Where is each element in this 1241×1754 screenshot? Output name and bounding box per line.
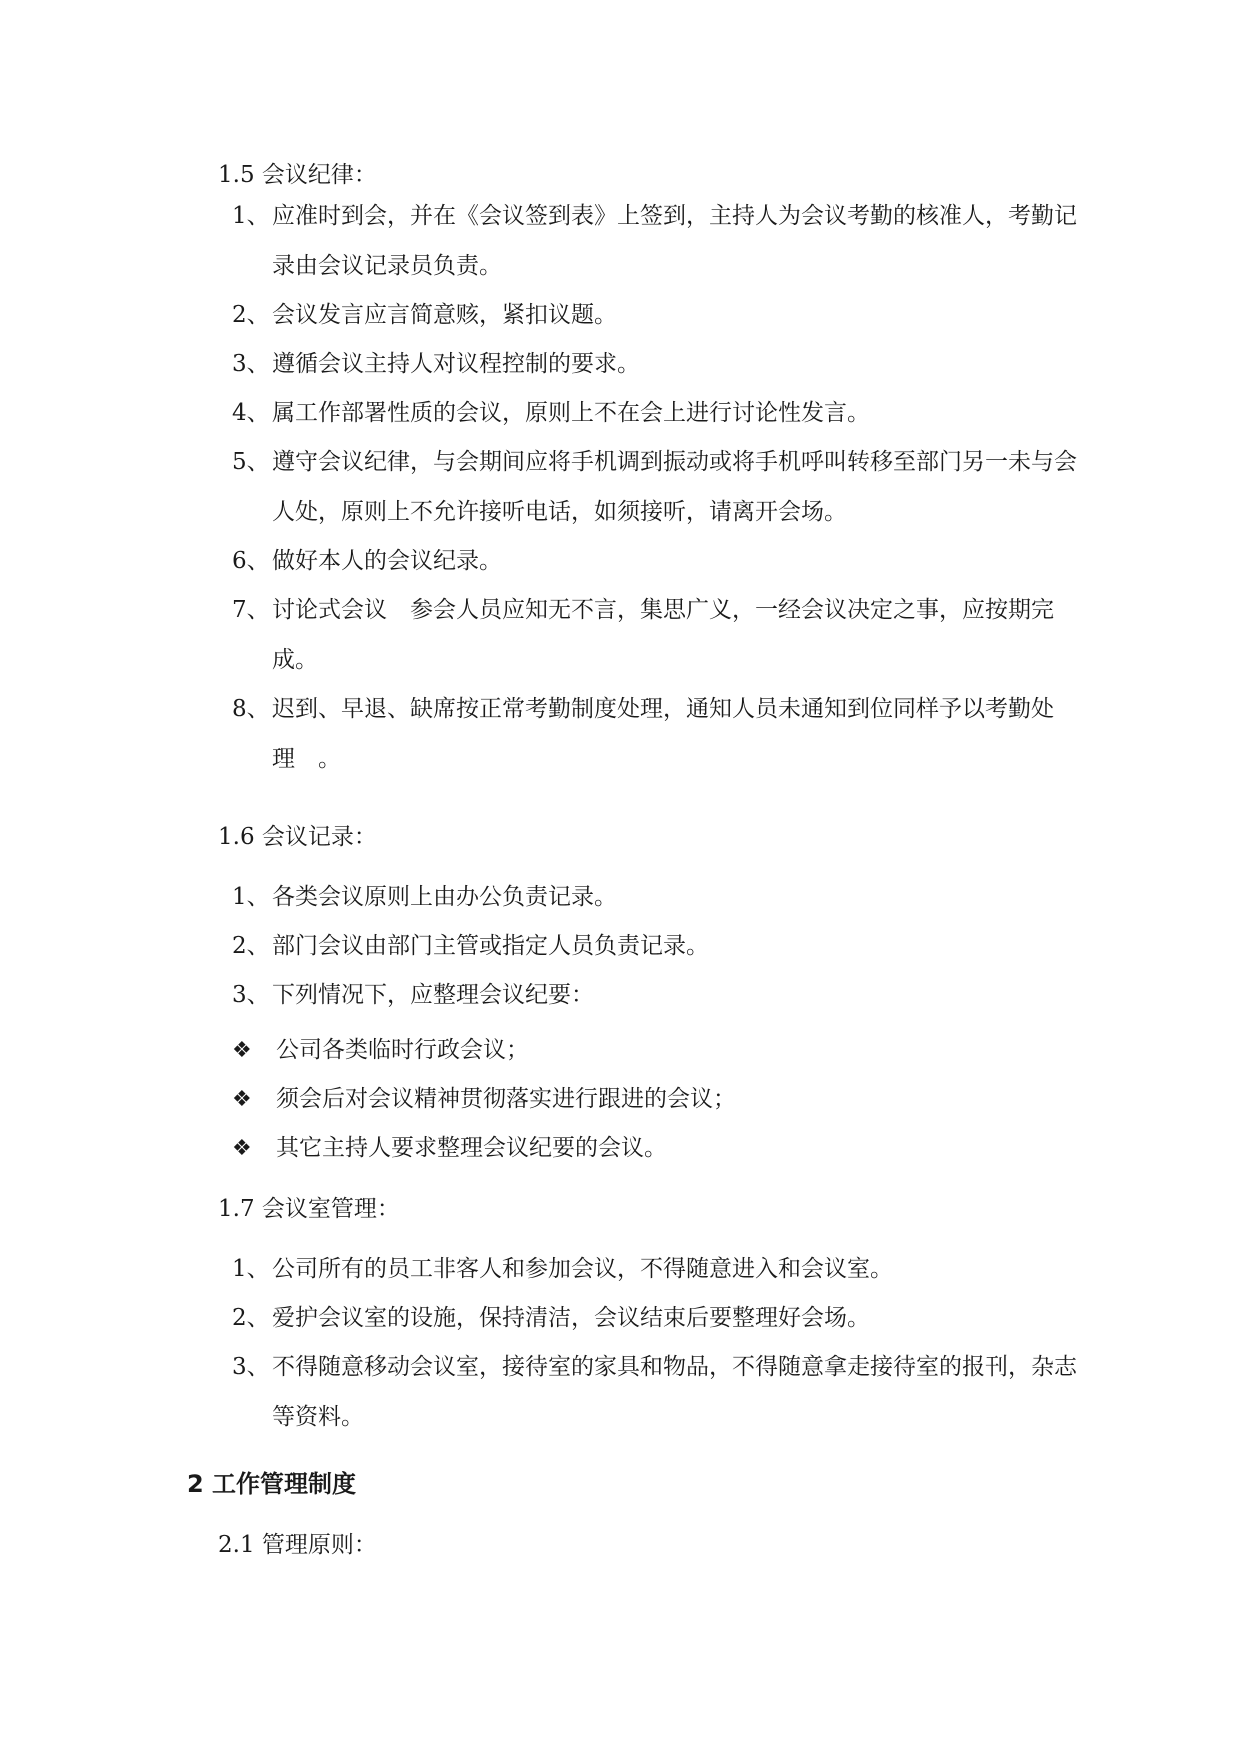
list-item [232,971,1092,1021]
section-heading-1-5: 1.5 会议纪律： [218,162,377,188]
list-item [232,340,1092,390]
item-number: 3、 [232,351,270,377]
list-item [232,685,1092,784]
item-number: 7、 [232,597,270,623]
section-heading-1-7: 1.7 会议室管理： [218,1196,400,1222]
item-text: 不得随意移动会议室，接待室的家具和物品，不得随意拿走接待室的报刊，杂志等资料。 [272,1354,1077,1430]
item-text: 迟到、早退、缺席按正常考勤制度处理，通知人员未通知到位同样予以考勤处理 。 [272,696,1054,772]
list-item [232,438,1092,537]
item-number: 3、 [232,1354,270,1380]
item-number: 2、 [232,933,270,959]
item-text: 遵循会议主持人对议程控制的要求。 [272,351,640,377]
bullet-text: 公司各类临时行政会议； [276,1037,529,1063]
item-text: 爱护会议室的设施，保持清洁，会议结束后要整理好会场。 [272,1305,870,1331]
bullet-item [232,1035,529,1066]
list-item [232,1294,1092,1344]
item-text: 遵守会议纪律，与会期间应将手机调到振动或将手机呼叫转移至部门另一未与会人处，原则上不允许接听电话，如须接听，请离开会场。 [272,449,1077,525]
list-item [232,873,1092,923]
item-number: 6、 [232,548,270,574]
list-item [232,922,1092,972]
item-text: 公司所有的员工非客人和参加会议，不得随意进入和会议室。 [272,1256,893,1282]
bullet-text: 其它主持人要求整理会议纪要的会议。 [276,1135,667,1161]
diamond-bullet-icon: ❖ [232,1136,252,1161]
item-number: 1、 [232,203,270,229]
bullet-text: 须会后对会议精神贯彻落实进行跟进的会议； [276,1086,736,1112]
item-number: 8、 [232,696,270,722]
list-item [232,1343,1092,1442]
item-text: 讨论式会议 参会人员应知无不言，集思广义，一经会议决定之事，应按期完成。 [272,597,1054,673]
item-number: 2、 [232,1305,270,1331]
list-item [232,586,1092,685]
item-text: 做好本人的会议纪录。 [272,548,502,574]
item-text: 属工作部署性质的会议，原则上不在会上进行讨论性发言。 [272,400,870,426]
section-heading-1-6: 1.6 会议记录： [218,824,377,850]
item-number: 1、 [232,1256,270,1282]
diamond-bullet-icon: ❖ [232,1038,252,1063]
item-text: 部门会议由部门主管或指定人员负责记录。 [272,933,709,959]
item-number: 3、 [232,982,270,1008]
list-item [232,1245,1092,1295]
list-item [232,537,1092,587]
item-text: 应准时到会，并在《会议签到表》上签到，主持人为会议考勤的核准人，考勤记录由会议记录员负责。 [272,203,1077,279]
bullet-item [232,1133,667,1164]
item-number: 4、 [232,400,270,426]
item-text: 各类会议原则上由办公负责记录。 [272,884,617,910]
list-item [232,192,1092,291]
item-number: 1、 [232,884,270,910]
item-number: 5、 [232,449,270,475]
item-text: 会议发言应言简意赅，紧扣议题。 [272,302,617,328]
list-item [232,291,1092,341]
list-item [232,389,1092,439]
bullet-item [232,1084,736,1115]
section-heading-2-1: 2.1 管理原则： [218,1532,377,1558]
diamond-bullet-icon: ❖ [232,1087,252,1112]
item-number: 2、 [232,302,270,328]
chapter-heading-2: 2 工作管理制度 [187,1470,357,1498]
item-text: 下列情况下，应整理会议纪要： [272,982,594,1008]
